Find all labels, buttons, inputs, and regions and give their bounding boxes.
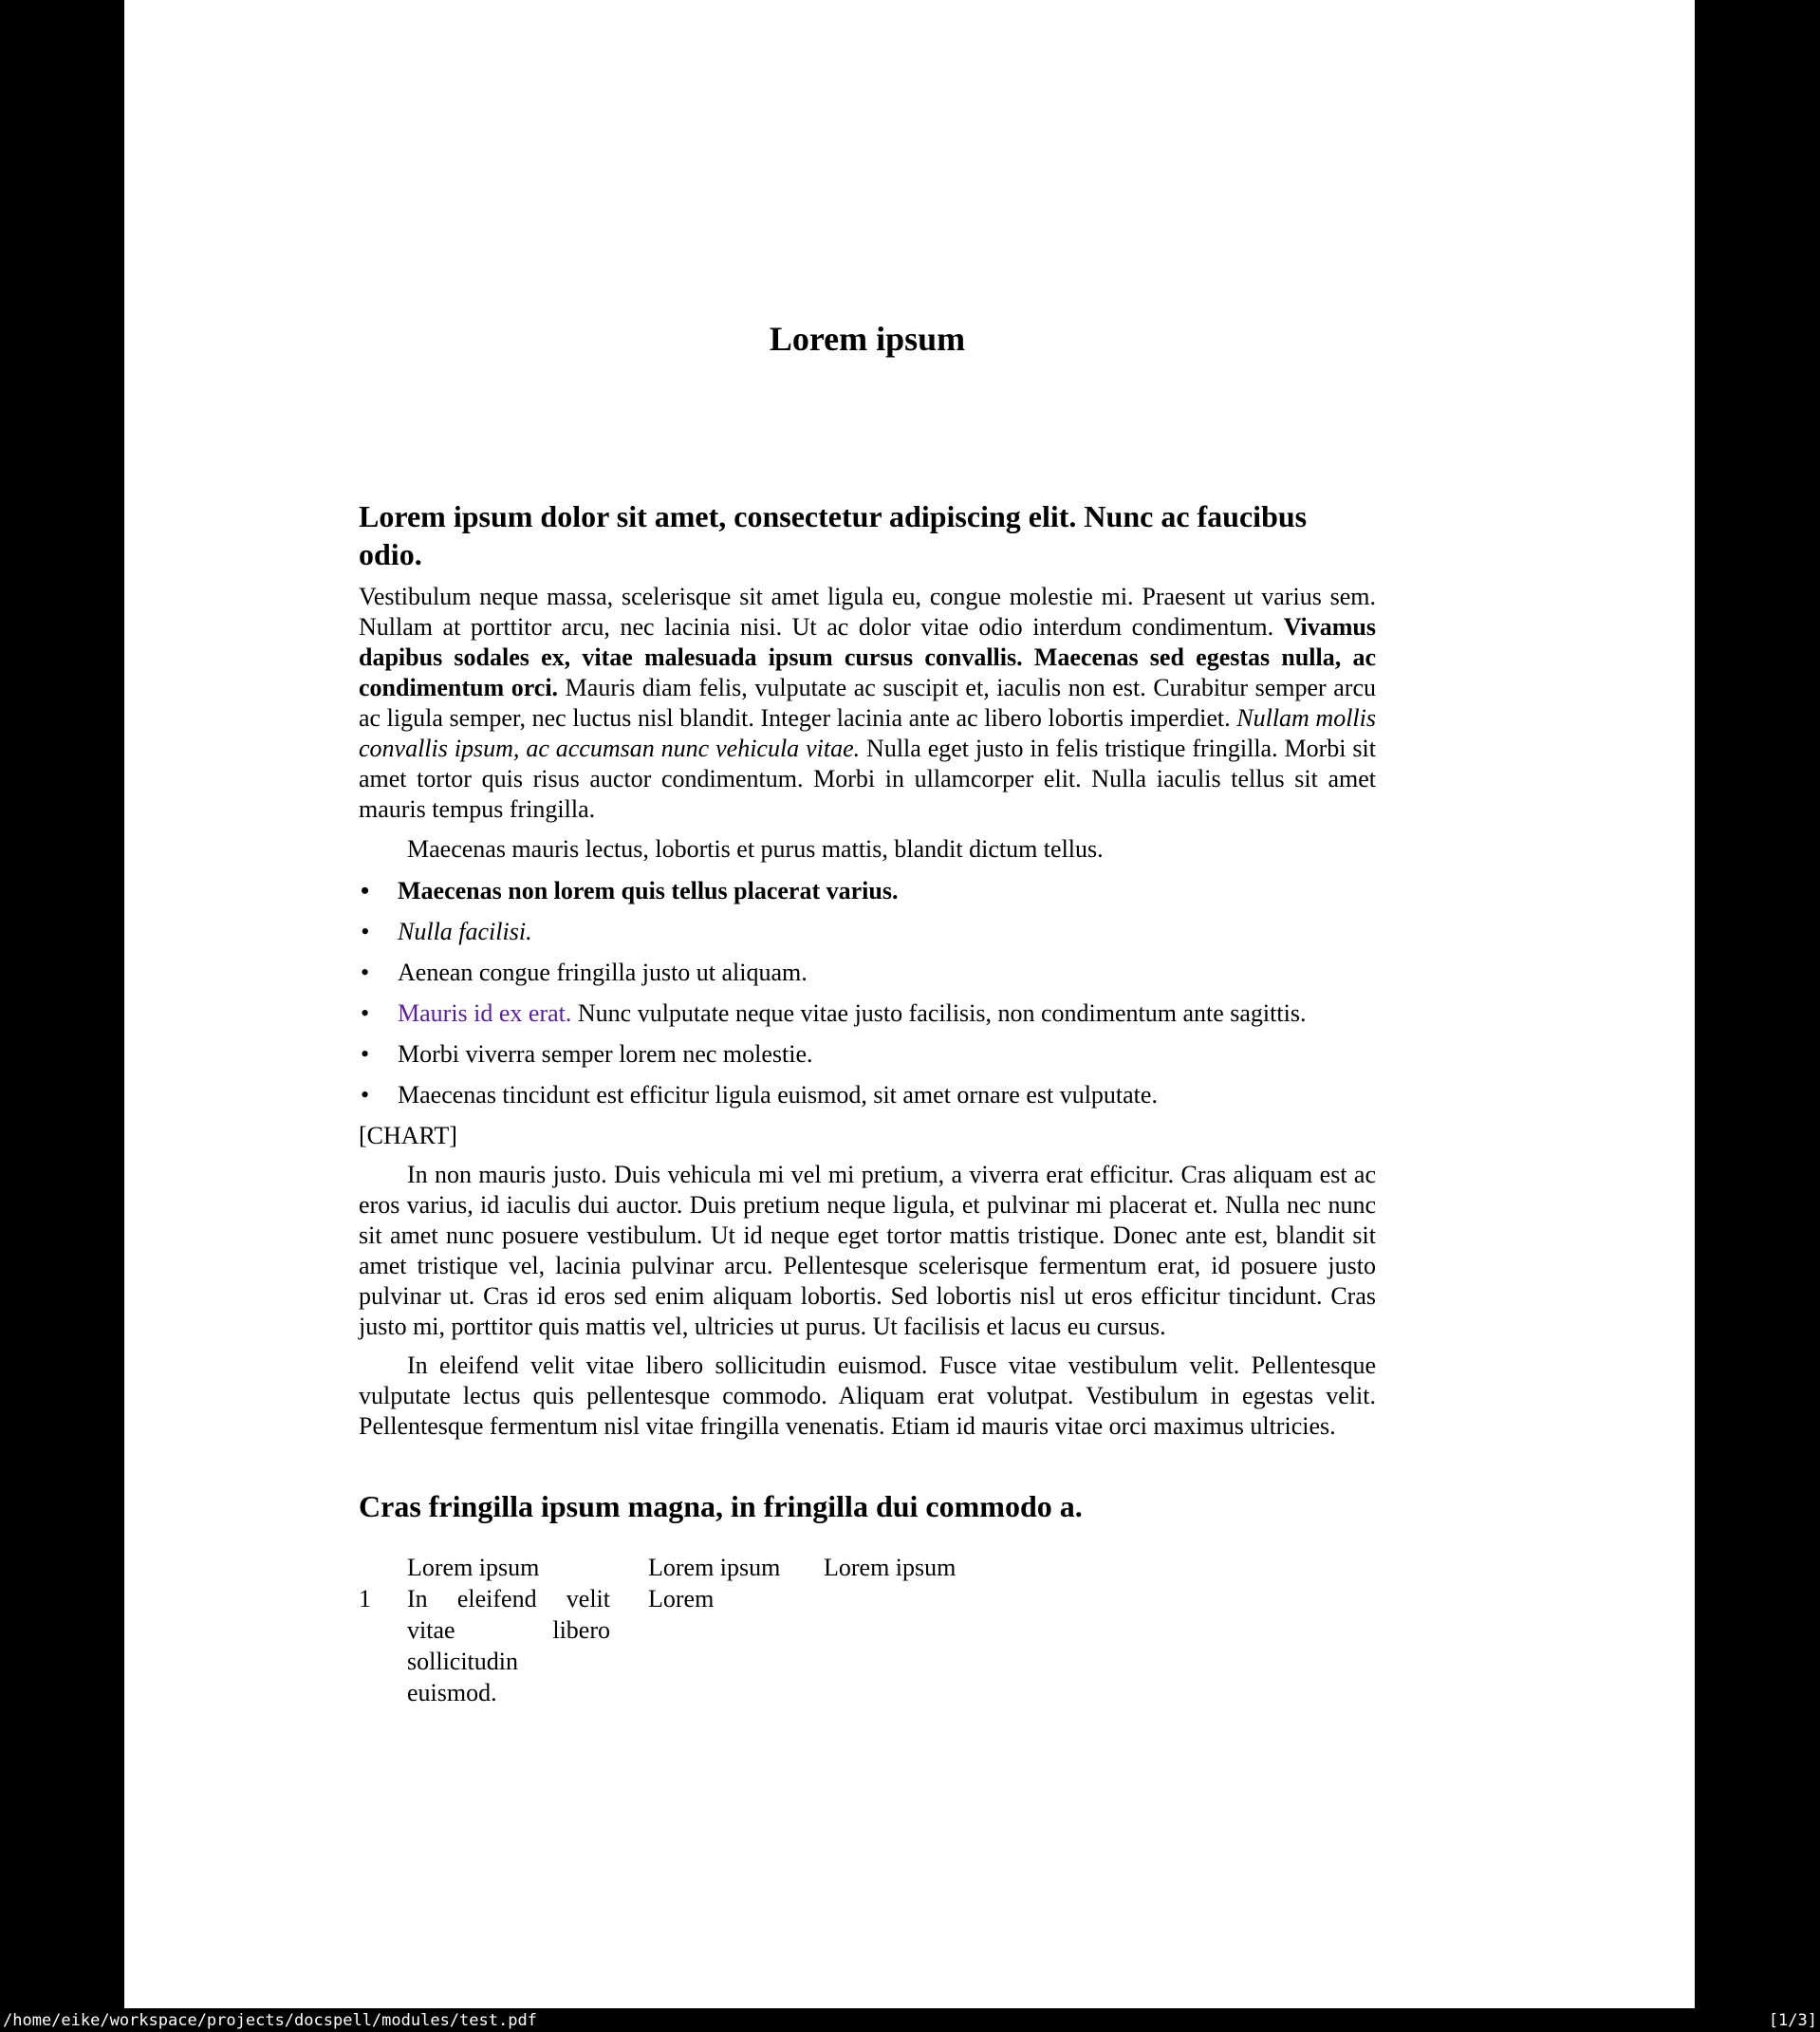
document-body [124, 0, 1695, 1708]
table-header-cell: Lorem ipsum [407, 1554, 540, 1581]
paragraph-1-segment: Mauris diam felis, vulputate ac suscipit et, iaculis non est. Curabitur semper arcu ac ligula semper, nec luctus nisl blandit. Integer lacinia ante ac libero lobortis imperdiet. [359, 674, 1377, 732]
data-table [359, 1552, 1376, 1708]
bullet-item: • Maecenas non lorem quis tellus placerat varius. [359, 876, 1376, 906]
paragraph-1-italic-segment: Nullam mollis convallis ipsum, ac accumsan nunc vehicula vitae. [359, 704, 1376, 762]
table-header-cell: Lorem ipsum [824, 1554, 956, 1581]
statusbar-file-path: /home/eike/workspace/projects/docspell/modules/test.pdf [3, 2010, 537, 2030]
section-heading-2: Cras fringilla ipsum magna, in fringilla dui commodo a. [359, 1489, 1083, 1523]
quote-paragraph: Maecenas mauris lectus, lobortis et purus mattis, blandit dictum tellus. [407, 835, 1104, 863]
statusbar [0, 2008, 1820, 2032]
bullet-item [359, 998, 1376, 1029]
bullet-item-text: Nunc vulputate neque vitae justo facilisis, non condimentum ante sagittis. [571, 999, 1307, 1027]
bullet-item: • Nulla facilisi. [359, 917, 1376, 947]
table-header-empty [359, 1552, 407, 1583]
bullet-item: • Aenean congue fringilla justo ut aliquam. [359, 958, 1376, 988]
section-heading-1: Lorem ipsum dolor sit amet, consectetur adipiscing elit. Nunc ac faucibus odio. [359, 499, 1308, 571]
bullet-item: • Morbi viverra semper lorem nec molestie. [359, 1039, 1376, 1070]
paragraph-1 [359, 582, 1376, 825]
pdf-link[interactable]: Mauris id ex erat. [398, 999, 572, 1027]
paragraph-3: In eleifend velit vitae libero sollicitudin euismod. Fusce vitae vestibulum velit. Pellentesque vulputate lectus quis pellentesque commodo. Aliquam erat volutpat. Vestibulum in egestas velit. Pellentesque fermentum nisl vitae fringilla venenatis. Etiam id mauris vitae orci maximus ultricies. [359, 1352, 1376, 1440]
pdf-page[interactable] [124, 0, 1695, 2008]
paragraph-1-segment: Nulla eget justo in felis tristique fringilla. Morbi sit amet tortor quis risus auctor condimentum. Morbi in ullamcorper elit. Nulla iaculis tellus sit amet mauris tempus fringilla. [359, 735, 1376, 823]
paragraph-2: In non mauris justo. Duis vehicula mi vel mi pretium, a viverra erat efficitur. Cras aliquam est ac eros varius, id iaculis dui auctor. Duis pretium neque ligula, et pulvinar mi placerat et. Nulla nec nunc sit amet nunc posuere vestibulum. Ut id neque eget tortor mattis tristique. Donec ante est, blandit sit amet tristique vel, lacinia pulvinar arcu. Pellentesque scelerisque fermentum erat, id posuere justo pulvinar ut. Cras id eros sed enim aliquam lobortis. Sed lobortis nisl ut eros efficitur tincidunt. Cras justo mi, porttitor quis mattis vel, ultricies ut purus. Ut facilisis et lacus eu cursus. [359, 1161, 1376, 1340]
row-number-cell: 1 [359, 1585, 371, 1613]
bullet-list [359, 876, 1376, 1110]
table-cell: Lorem [648, 1585, 715, 1613]
paragraph-1-bold-segment: Vivamus dapibus sodales ex, vitae malesuada ipsum cursus convallis. Maecenas sed egestas nulla, ac condimentum orci. [359, 613, 1376, 701]
document-title: Lorem ipsum [769, 320, 966, 358]
table-cell [824, 1583, 1013, 1708]
paragraph-1-segment: Vestibulum neque massa, scelerisque sit amet ligula eu, congue molestie mi. Praesent ut varius sem. Nullam at porttitor arcu, nec lacinia nisi. Ut ac dolor vitae odio interdum condimentum. [359, 583, 1376, 641]
table-header-cell: Lorem ipsum [648, 1554, 781, 1581]
chart-placeholder: [CHART] [359, 1122, 457, 1149]
table-cell: In eleifend velit vitae libero sollicitudin euismod. [407, 1585, 610, 1706]
statusbar-page-indicator: [1/3] [1768, 2010, 1817, 2030]
bullet-item: • Maecenas tincidunt est efficitur ligula euismod, sit amet ornare est vulputate. [359, 1080, 1376, 1110]
